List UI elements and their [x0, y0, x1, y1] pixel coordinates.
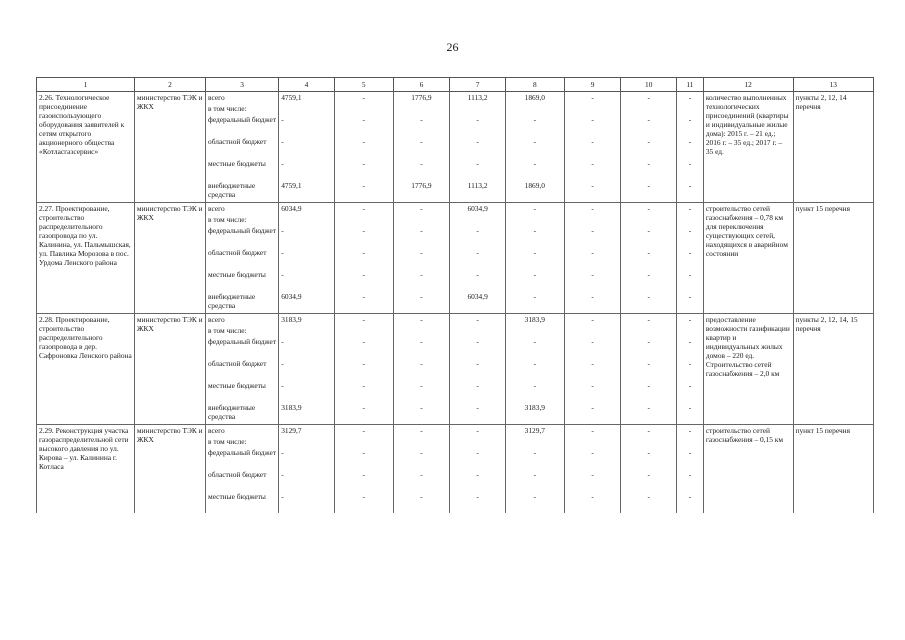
funding-source: местные бюджеты [206, 269, 279, 291]
funding-value: - [450, 358, 506, 380]
table-row [37, 203, 874, 215]
funding-value: - [564, 136, 621, 158]
column-number: 6 [393, 78, 450, 92]
funding-value: - [279, 225, 335, 247]
funding-value: - [621, 402, 677, 425]
funding-value: - [564, 114, 621, 136]
funding-value: - [334, 180, 393, 203]
funding-value [621, 325, 677, 336]
funding-value: - [621, 269, 677, 291]
funding-value: - [393, 491, 450, 513]
funding-value: - [677, 380, 704, 402]
list-reference: пункт 15 перечня [793, 425, 873, 514]
target-indicator: строительство сетей газоснабжения – 0,78 км для переключения существующих сетей, находящихся в аварийном состоянии [703, 203, 793, 314]
funding-value: - [450, 225, 506, 247]
funding-source: местные бюджеты [206, 491, 279, 513]
funding-value: 4759,1 [279, 180, 335, 203]
funding-value: - [334, 336, 393, 358]
measure-name: 2.26. Технологическое присоединение газоиспользующего оборудования заявителей к сетям открытого акционерного общества «Котласгазсервис» [37, 92, 135, 203]
funding-value: - [564, 336, 621, 358]
funding-value: 3129,7 [279, 425, 335, 437]
funding-value: - [505, 358, 564, 380]
funding-value [564, 214, 621, 225]
funding-value [334, 436, 393, 447]
funding-value: - [677, 447, 704, 469]
funding-value: - [334, 158, 393, 180]
funding-value: - [334, 314, 393, 326]
funding-source: в том числе: [206, 325, 279, 336]
column-number: 5 [334, 78, 393, 92]
funding-value: - [564, 247, 621, 269]
funding-value: - [505, 336, 564, 358]
column-number: 9 [564, 78, 621, 92]
funding-value [677, 325, 704, 336]
column-number: 3 [206, 78, 279, 92]
funding-value: - [505, 491, 564, 513]
funding-value: - [279, 380, 335, 402]
funding-value: - [393, 247, 450, 269]
list-reference: пункты 2, 12, 14 перечня [793, 92, 873, 203]
funding-source: в том числе: [206, 436, 279, 447]
funding-source: в том числе: [206, 103, 279, 114]
funding-value: - [505, 380, 564, 402]
funding-value: - [621, 203, 677, 215]
funding-value: - [621, 469, 677, 491]
funding-value [677, 103, 704, 114]
funding-value: - [564, 158, 621, 180]
funding-value: - [677, 469, 704, 491]
funding-source: областной бюджет [206, 469, 279, 491]
funding-value: - [279, 269, 335, 291]
funding-value: - [621, 336, 677, 358]
funding-value [279, 436, 335, 447]
funding-value [505, 325, 564, 336]
funding-value: - [279, 114, 335, 136]
funding-value: - [677, 136, 704, 158]
funding-value [621, 214, 677, 225]
measure-name: 2.29. Реконструкция участка газораспределительной сети высокого давления по ул. Кирова – ул. Калинина г. Котласа [37, 425, 135, 514]
funding-value: - [334, 380, 393, 402]
column-number: 8 [505, 78, 564, 92]
funding-value: 3129,7 [505, 425, 564, 437]
funding-value: - [393, 425, 450, 437]
funding-value [505, 103, 564, 114]
funding-value: - [334, 447, 393, 469]
funding-value: - [279, 447, 335, 469]
funding-value: - [677, 114, 704, 136]
funding-value: - [621, 425, 677, 437]
funding-value: 6034,9 [450, 291, 506, 314]
funding-value: - [621, 380, 677, 402]
funding-source: всего [206, 203, 279, 215]
funding-value: - [677, 92, 704, 104]
funding-value: - [505, 269, 564, 291]
funding-value [393, 325, 450, 336]
funding-value [334, 214, 393, 225]
funding-value: - [505, 225, 564, 247]
funding-source: федеральный бюджет [206, 447, 279, 469]
funding-value: - [393, 136, 450, 158]
funding-value: - [505, 247, 564, 269]
funding-value [450, 325, 506, 336]
funding-value: - [334, 425, 393, 437]
funding-value: 3183,9 [279, 402, 335, 425]
funding-value [393, 214, 450, 225]
funding-value: - [334, 92, 393, 104]
funding-value [677, 436, 704, 447]
funding-value: - [677, 358, 704, 380]
funding-value: - [505, 447, 564, 469]
funding-value [334, 325, 393, 336]
funding-value: - [564, 291, 621, 314]
funding-value: 3183,9 [279, 314, 335, 326]
target-indicator: строительство сетей газоснабжения – 0,15 км [703, 425, 793, 514]
column-number: 10 [621, 78, 677, 92]
funding-value: 1869,0 [505, 92, 564, 104]
funding-value: - [334, 402, 393, 425]
funding-value: - [621, 314, 677, 326]
funding-value: 1869,0 [505, 180, 564, 203]
funding-value: - [677, 247, 704, 269]
funding-value [279, 325, 335, 336]
funding-value: - [564, 203, 621, 215]
funding-value [677, 214, 704, 225]
funding-value: - [450, 402, 506, 425]
funding-value: - [505, 291, 564, 314]
funding-value: - [393, 225, 450, 247]
funding-value: 1776,9 [393, 180, 450, 203]
funding-value: - [677, 269, 704, 291]
funding-value [564, 103, 621, 114]
funding-value: - [677, 491, 704, 513]
table-body [37, 78, 874, 514]
funding-value: 1776,9 [393, 92, 450, 104]
funding-source: областной бюджет [206, 136, 279, 158]
funding-value: - [505, 158, 564, 180]
funding-value: - [677, 402, 704, 425]
funding-value [450, 103, 506, 114]
column-number: 12 [703, 78, 793, 92]
funding-value: - [393, 203, 450, 215]
funding-value: - [334, 225, 393, 247]
funding-value: - [393, 469, 450, 491]
funding-value [279, 103, 335, 114]
funding-source: всего [206, 92, 279, 104]
target-indicator: количество выполненных технологических присоединений (квартиры и индивидуальные жилые дома): 2015 г. – 21 ед.; 2016 г. – 35 ед.; 2017 г. – 35 ед. [703, 92, 793, 203]
measure-name: 2.28. Проектирование, строительство распределительного газопровода в дер. Сафроновка Ленского района [37, 314, 135, 425]
funding-value: - [677, 158, 704, 180]
column-number: 11 [677, 78, 704, 92]
funding-source: местные бюджеты [206, 158, 279, 180]
funding-value: - [621, 180, 677, 203]
funding-value: - [279, 336, 335, 358]
funding-value: - [393, 380, 450, 402]
funding-value: - [450, 114, 506, 136]
funding-source: местные бюджеты [206, 380, 279, 402]
funding-value: - [564, 180, 621, 203]
list-reference: пункт 15 перечня [793, 203, 873, 314]
list-reference: пункты 2, 12, 14, 15 перечня [793, 314, 873, 425]
funding-value: - [279, 136, 335, 158]
funding-value: - [334, 114, 393, 136]
measure-name: 2.27. Проектирование, строительство распределительного газопровода по ул. Калинина, ул. Пальмышская, ул. Павлика Морозова в пос. Урдома Ленского района [37, 203, 135, 314]
funding-value: - [450, 314, 506, 326]
funding-value: 1113,2 [450, 180, 506, 203]
funding-value [621, 103, 677, 114]
table-row [37, 425, 874, 437]
funding-source: областной бюджет [206, 247, 279, 269]
funding-value: - [621, 114, 677, 136]
funding-value: - [393, 114, 450, 136]
funding-value: - [564, 92, 621, 104]
funding-value: - [334, 136, 393, 158]
funding-source: всего [206, 314, 279, 326]
column-number: 1 [37, 78, 135, 92]
executor: министерство ТЭК и ЖКХ [134, 314, 205, 425]
funding-value: - [677, 291, 704, 314]
funding-source: федеральный бюджет [206, 114, 279, 136]
funding-value [505, 214, 564, 225]
funding-value: - [279, 469, 335, 491]
funding-value: - [564, 358, 621, 380]
funding-value: - [450, 447, 506, 469]
funding-value: - [393, 447, 450, 469]
page-number: 26 [446, 40, 459, 54]
funding-value: - [279, 158, 335, 180]
funding-value: - [505, 136, 564, 158]
funding-value: - [450, 269, 506, 291]
funding-value: - [621, 158, 677, 180]
funding-value [450, 214, 506, 225]
funding-value [505, 436, 564, 447]
funding-value: - [334, 247, 393, 269]
funding-source: внебюджетные средства [206, 291, 279, 314]
funding-value: - [505, 203, 564, 215]
funding-source: внебюджетные средства [206, 402, 279, 425]
funding-value: - [393, 269, 450, 291]
funding-source: федеральный бюджет [206, 336, 279, 358]
funding-value: 6034,9 [279, 203, 335, 215]
funding-source: внебюджетные средства [206, 180, 279, 203]
funding-value: - [564, 269, 621, 291]
funding-value [393, 436, 450, 447]
funding-value: - [621, 358, 677, 380]
funding-value: - [505, 114, 564, 136]
funding-value: - [393, 402, 450, 425]
funding-value: - [677, 225, 704, 247]
funding-value [564, 325, 621, 336]
funding-value: - [450, 380, 506, 402]
funding-value: - [450, 469, 506, 491]
funding-value: - [564, 402, 621, 425]
funding-value: 6034,9 [450, 203, 506, 215]
funding-value: - [621, 225, 677, 247]
funding-source: всего [206, 425, 279, 437]
funding-value: - [450, 136, 506, 158]
funding-value [450, 436, 506, 447]
funding-value: - [450, 336, 506, 358]
funding-value: - [279, 247, 335, 269]
funding-value: 3183,9 [505, 314, 564, 326]
column-number-row [37, 78, 874, 92]
funding-value: 1113,2 [450, 92, 506, 104]
funding-value: - [677, 314, 704, 326]
funding-value: - [393, 358, 450, 380]
funding-value: - [564, 314, 621, 326]
column-number: 13 [793, 78, 873, 92]
funding-value: - [393, 314, 450, 326]
funding-value: - [677, 336, 704, 358]
funding-value: 3183,9 [505, 402, 564, 425]
funding-source: областной бюджет [206, 358, 279, 380]
executor: министерство ТЭК и ЖКХ [134, 92, 205, 203]
funding-source: в том числе: [206, 214, 279, 225]
funding-value: - [393, 336, 450, 358]
funding-value [393, 103, 450, 114]
column-number: 4 [279, 78, 335, 92]
funding-value: - [621, 136, 677, 158]
funding-value [621, 436, 677, 447]
funding-value: - [621, 447, 677, 469]
executor: министерство ТЭК и ЖКХ [134, 203, 205, 314]
funding-value: - [334, 203, 393, 215]
funding-value: 4759,1 [279, 92, 335, 104]
funding-value: - [677, 203, 704, 215]
funding-value [334, 103, 393, 114]
funding-value: 6034,9 [279, 291, 335, 314]
funding-value [564, 436, 621, 447]
funding-value: - [450, 158, 506, 180]
funding-value: - [505, 469, 564, 491]
funding-value: - [450, 491, 506, 513]
funding-value: - [279, 491, 335, 513]
table-row [37, 314, 874, 326]
column-number: 2 [134, 78, 205, 92]
funding-value: - [393, 158, 450, 180]
funding-value: - [450, 247, 506, 269]
funding-value: - [564, 380, 621, 402]
table-row [37, 92, 874, 104]
funding-value: - [334, 358, 393, 380]
funding-value: - [564, 447, 621, 469]
funding-value: - [450, 425, 506, 437]
funding-value: - [393, 291, 450, 314]
funding-value: - [334, 269, 393, 291]
funding-value: - [621, 291, 677, 314]
funding-value: - [621, 491, 677, 513]
funding-value: - [564, 469, 621, 491]
funding-source: федеральный бюджет [206, 225, 279, 247]
funding-value: - [334, 469, 393, 491]
target-indicator: предоставление возможности газификации квартир и индивидуальных жилых домов – 220 ед. Строительство сетей газоснабжения – 2,0 км [703, 314, 793, 425]
funding-value: - [334, 491, 393, 513]
funding-value: - [279, 358, 335, 380]
funding-value: - [677, 180, 704, 203]
funding-value: - [564, 425, 621, 437]
funding-value: - [677, 425, 704, 437]
funding-value [279, 214, 335, 225]
funding-value: - [621, 92, 677, 104]
funding-value: - [564, 491, 621, 513]
executor: министерство ТЭК и ЖКХ [134, 425, 205, 514]
funding-value: - [334, 291, 393, 314]
funding-value: - [564, 225, 621, 247]
column-number: 7 [450, 78, 506, 92]
funding-value: - [621, 247, 677, 269]
program-table [36, 77, 874, 513]
